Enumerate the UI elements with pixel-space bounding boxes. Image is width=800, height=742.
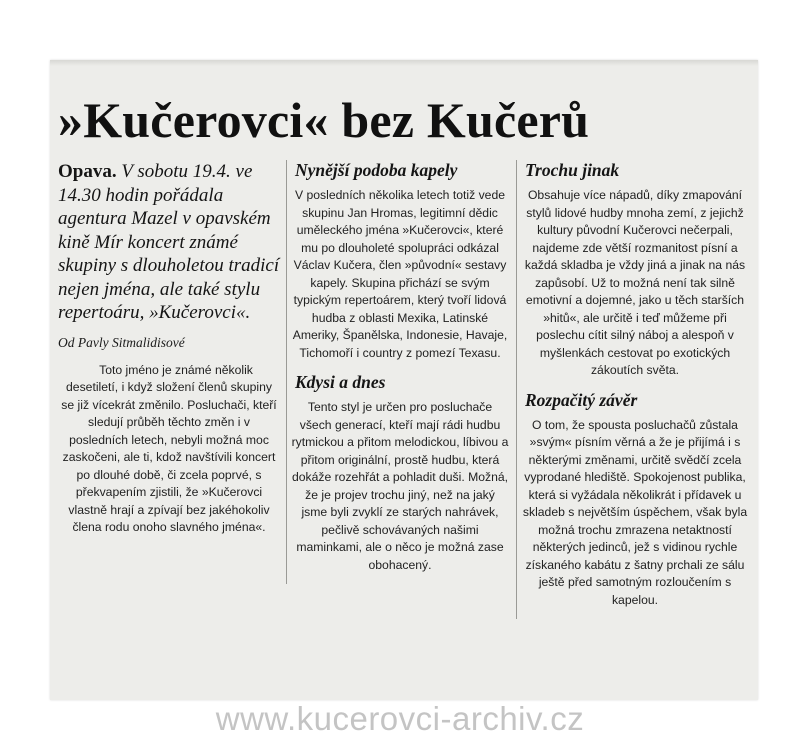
section-title-kdysi-a-dnes: Kdysi a dnes — [295, 372, 386, 392]
section-body-nynejsi-podoba: V posledních několika letech totiž vede skupinu Jan Hromas, legitimní dědic uměleckého jména »Kučerovci«, které mu po dlouholeté spolupráci odkázal Václav Kučera, člen »původní« sestavy kapely. Skupina přichází se svým typickým repertoárem, který tvoří lidová hudba z oblasti Mexika, Latinské Ameriky, Španělska, Indonesie, Havaje, Tichomoří i country z pomezí Texasu. — [292, 188, 508, 360]
article-lead — [58, 160, 280, 325]
lead-city: Opava. — [58, 161, 117, 182]
section-body-trochu-jinak: Obsahuje více nápadů, díky zmapování stylů lidové hudby mnoha zemí, z jejichž kultury původní Kučerovci nečerpali, najdeme zde větší rozmanitost písní a každá skladba je vždy jiná a jinak na nás zapůsobí. Už to možná není tak silně emotivní a dojemné, jako u těch starších »hitů«, ale určitě i teď můžeme při poslechu cítit silný náboj a alespoň v myšlenkách cestovat po exotických zákoutích světa. — [524, 188, 746, 377]
section-body-rozpacity-zaver: O tom, že spousta posluchačů zůstala »svým« písním věrná a že je přijímá i s některými změnami, určitě svědčí zcela vyprodané hlediště. Spokojenost publika, která si vyžádala několikrát i přídavek u skladeb s největším úspěchem, však byla možná trochu zmrazena netaktností některých jedinců, jež s vidinou rychle získaného kabátu z šatny prchali ze sálu ještě před samotným rozloučením s kapelou. — [522, 417, 748, 607]
column-1-body: Toto jméno je známé několik desetiletí, i když složení členů skupiny se již vícekrát změnilo. Posluchači, kteří sledují průběh těchto změn i v posledních letech, nebyli možná moc zaskočeni, ale ti, kdož navštívili koncert po dlouhé době, či zcela poprvé, s překvapením zjistili, že »Kučerovci vlastně hrají a zpívají bez jakéhokoliv člena rodu onoho slavného jména«. — [61, 362, 277, 534]
lead-text: V sobotu 19.4. ve 14.30 hodin pořádala agentura Mazel v opavském kině Mír koncert známé skupiny s dlouholetou tradicí nejen jména, ale také stylu repertoáru, »Kučerovci«. — [58, 161, 280, 323]
article-column-1 — [58, 160, 280, 547]
section-title-nynejsi-podoba: Nynější podoba kapely — [295, 160, 458, 180]
article-column-2 — [286, 160, 509, 584]
section-title-rozpacity-zaver: Rozpačitý závěr — [525, 389, 638, 410]
website-watermark: www.kucerovci-archiv.cz — [215, 700, 585, 737]
article-column-3 — [516, 160, 749, 619]
section-body-kdysi-a-dnes: Tento styl je určen pro posluchače všech generací, kteří mají rádi hudbu rytmickou a přitom melodickou, líbivou a přitom originální, prostě hudbu, která dokáže rozehřát a pohladit duši. Možná, že je projev trochu jiný, než na jaký jsme byli zvyklí ze starých nahrávek, pečlivě schovávaných našimi maminkami, ale o něco je možná zase obohacený. — [291, 400, 509, 572]
article-byline: Od Pavly Sitmalidisové — [58, 334, 185, 350]
article-headline: »Kučerovci« bez Kučerů — [58, 92, 590, 148]
section-title-trochu-jinak: Trochu jinak — [525, 160, 620, 180]
